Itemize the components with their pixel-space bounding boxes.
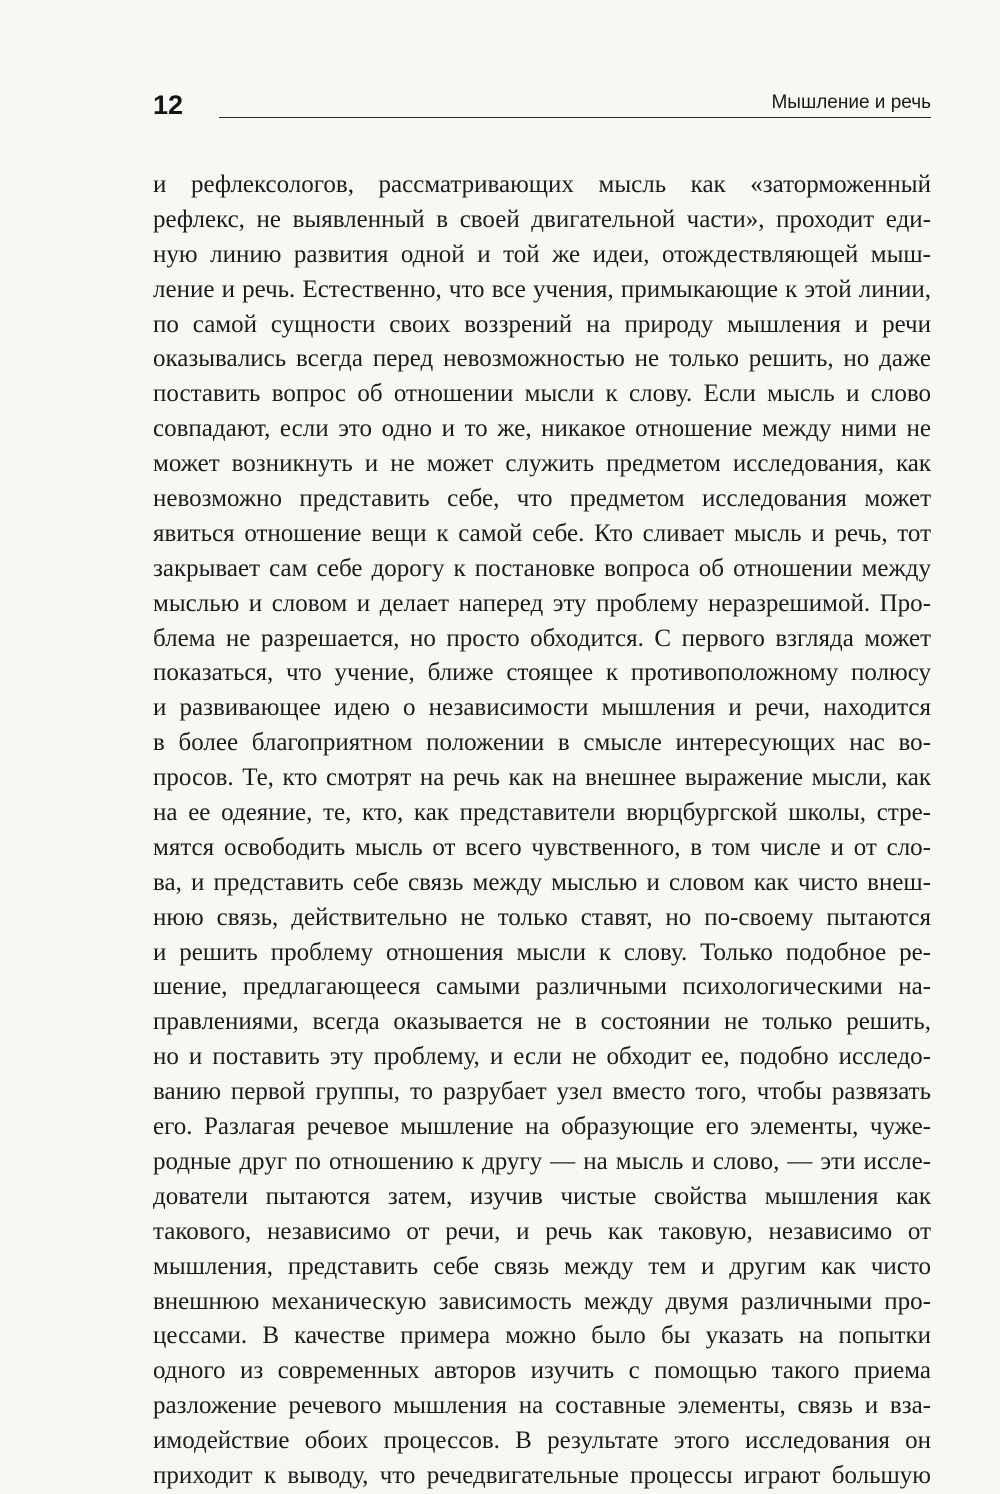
text-line: ва, и представить себе связь между мыслью и словом как чисто внеш- <box>153 868 931 896</box>
text-line: шение, предлагающееся самыми различными психологическими на- <box>153 973 931 1001</box>
text-line: совпадают, если это одно и то же, никакое отношение между ними не <box>153 415 931 443</box>
text-line: невозможно представить себе, что предметом исследования может <box>153 485 931 513</box>
page-number: 12 <box>153 90 184 120</box>
running-title: Мышление и речь <box>771 92 931 113</box>
text-line: мятся освободить мысль от всего чувственного, в том числе и от сло- <box>153 833 931 861</box>
text-line: дователи пытаются затем, изучив чистые свойства мышления как <box>153 1182 931 1210</box>
text-line: ление и речь. Естественно, что все учения, примыкающие к этой линии, <box>153 275 931 303</box>
text-line: ванию первой группы, то разрубает узел вместо того, чтобы развязать <box>153 1078 931 1106</box>
text-line: и рефлексологов, рассматривающих мысль как «заторможенный <box>153 171 931 198</box>
header-rule <box>219 117 931 118</box>
text-line: мышления, представить себе связь между тем и другим как чисто <box>153 1252 931 1280</box>
text-line: приходит к выводу, что речедвигательные процессы играют большую <box>153 1461 931 1489</box>
text-line: внешнюю механическую зависимость между двумя различными про- <box>153 1287 931 1315</box>
text-line: нюю связь, действительно не только ставят, но по-своему пытаются <box>153 903 931 931</box>
text-line: поставить вопрос об отношении мысли к слову. Если мысль и слово <box>153 380 931 408</box>
text-line: мыслью и словом и делает наперед эту проблему неразрешимой. Про- <box>153 589 931 617</box>
text-line: на ее одеяние, те, кто, как представители вюрцбургской школы, стре- <box>153 799 931 827</box>
text-line: явиться отношение вещи к самой себе. Кто сливает мысль и речь, тот <box>153 519 931 547</box>
text-line: по самой сущности своих воззрений на природу мышления и речи <box>153 310 931 338</box>
text-line: правлениями, всегда оказывается не в состоянии не только решить, <box>153 1008 931 1036</box>
text-line: одного из современных авторов изучить с помощью такого приема <box>153 1357 931 1385</box>
text-line: рефлекс, не выявленный в своей двигательной части», проходит еди- <box>153 205 931 233</box>
text-line: блема не разрешается, но просто обходится. С первого взгляда может <box>153 624 931 652</box>
text-line: в более благоприятном положении в смысле интересующих нас во- <box>153 729 931 757</box>
body-text <box>153 168 931 1494</box>
text-line: его. Разлагая речевое мышление на образующие его элементы, чуже- <box>153 1113 931 1141</box>
text-line: такового, независимо от речи, и речь как таковую, независимо от <box>153 1217 931 1245</box>
text-line: закрывает сам себе дорогу к постановке вопроса об отношении между <box>153 554 931 582</box>
running-head <box>153 88 931 128</box>
text-line: просов. Те, кто смотрят на речь как на внешнее выражение мысли, как <box>153 764 931 792</box>
text-line: цессами. В качестве примера можно было бы указать на попытки <box>153 1322 931 1350</box>
text-line: показаться, что учение, ближе стоящее к противоположному полюсу <box>153 659 931 687</box>
text-line: но и поставить эту проблему, и если не обходит ее, подобно исследо- <box>153 1043 931 1071</box>
text-line: разложение речевого мышления на составные элементы, связь и вза- <box>153 1392 931 1420</box>
text-line: имодействие обоих процессов. В результате этого исследования он <box>153 1427 931 1455</box>
text-line: оказывались всегда перед невозможностью не только решить, но даже <box>153 345 931 373</box>
text-line: и развивающее идею о независимости мышления и речи, находится <box>153 694 931 722</box>
text-line: может возникнуть и не может служить предметом исследования, как <box>153 450 931 478</box>
text-line: родные друг по отношению к другу — на мысль и слово, — эти иссле- <box>153 1147 931 1175</box>
text-line: ную линию развития одной и той же идеи, отождествляющей мыш- <box>153 240 931 268</box>
text-line: и решить проблему отношения мысли к слову. Только подобное ре- <box>153 938 931 966</box>
